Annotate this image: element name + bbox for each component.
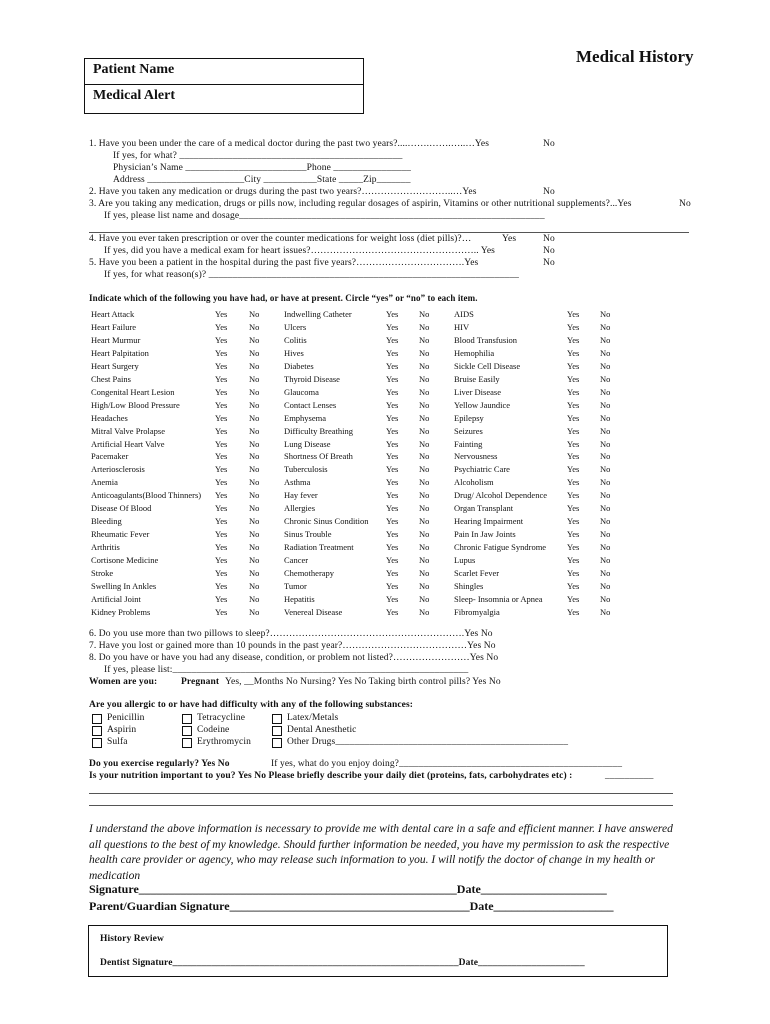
condition-no-option[interactable]: No: [249, 529, 260, 540]
allergy-checkbox[interactable]: [92, 726, 102, 736]
condition-yes-option[interactable]: Yes: [386, 360, 399, 371]
nutrition-question: Is your nutrition important to you? Yes No Please briefly describe your daily diet (proteins, fats, carbohydrates etc) :: [89, 771, 573, 781]
condition-label: Shortness Of Breath: [284, 451, 353, 462]
condition-label: Anticoagulants(Blood Thinners): [91, 490, 202, 501]
condition-no-option[interactable]: No: [249, 425, 260, 436]
condition-label: Hives: [284, 347, 304, 358]
condition-no-option[interactable]: No: [600, 555, 611, 566]
question-1-no[interactable]: No: [543, 139, 555, 149]
condition-no-option[interactable]: No: [249, 373, 260, 384]
condition-no-option[interactable]: No: [600, 360, 611, 371]
nutrition-line[interactable]: __________: [605, 771, 654, 781]
condition-no-option[interactable]: No: [419, 451, 430, 462]
condition-label: Seizures: [454, 425, 483, 436]
condition-label: Contact Lenses: [284, 399, 337, 410]
allergy-label: Dental Anesthetic: [287, 725, 357, 735]
condition-yes-option[interactable]: Yes: [386, 555, 399, 566]
condition-yes-option[interactable]: Yes: [386, 568, 399, 578]
dentist-signature-line[interactable]: Dentist Signature___________________________________________________________Date______________________: [100, 958, 585, 968]
condition-label: Asthma: [284, 477, 311, 488]
condition-label: Indwelling Catheter: [284, 309, 352, 319]
condition-label: Heart Surgery: [91, 360, 139, 371]
condition-no-option[interactable]: No: [249, 568, 260, 578]
condition-no-option[interactable]: No: [419, 321, 430, 332]
condition-label: Allergies: [284, 503, 316, 514]
condition-label: Chest Pains: [91, 373, 131, 384]
question-3: 3. Are you taking any medication, drugs or pills now, including regular dosages of aspirin, Vitamins or other nutritional supplements?...Yes: [89, 199, 632, 209]
condition-yes-option[interactable]: Yes: [215, 438, 228, 449]
allergy-label: Latex/Metals: [287, 713, 339, 723]
condition-label: Swelling In Ankles: [91, 580, 157, 591]
condition-label: Alcoholism: [454, 477, 494, 488]
allergy-checkbox[interactable]: [182, 726, 192, 736]
condition-yes-option[interactable]: Yes: [567, 568, 580, 578]
condition-no-option[interactable]: No: [600, 464, 611, 475]
question-1-what[interactable]: If yes, for what? ______________________________________________: [113, 151, 403, 161]
condition-yes-option[interactable]: Yes: [567, 606, 580, 617]
question-5-reason[interactable]: If yes, for what reason(s)? ________________________________________________________________: [104, 270, 520, 280]
history-review-box: [88, 925, 668, 977]
guardian-signature-line[interactable]: Parent/Guardian Signature________________________________________Date____________________: [89, 899, 614, 913]
condition-label: Emphysema: [284, 412, 327, 423]
condition-yes-option[interactable]: Yes: [567, 309, 580, 319]
question-3-list[interactable]: If yes, please list name and dosage_______________________________________________________________: [104, 211, 545, 221]
condition-no-option[interactable]: No: [600, 438, 611, 449]
condition-label: Epilepsy: [454, 412, 484, 423]
allergy-checkbox[interactable]: [92, 714, 102, 724]
condition-no-option[interactable]: No: [600, 425, 611, 436]
question-5: 5. Have you been a patient in the hospital during the past five years?…………………………….Yes: [89, 258, 479, 268]
condition-no-option[interactable]: No: [419, 516, 430, 527]
condition-yes-option[interactable]: Yes: [567, 464, 580, 475]
condition-yes-option[interactable]: Yes: [386, 386, 399, 397]
condition-label: Sleep- Insomnia or Apnea: [454, 593, 543, 604]
condition-yes-option[interactable]: Yes: [215, 386, 228, 397]
women-label: Women are you:: [89, 677, 158, 687]
condition-yes-option[interactable]: Yes: [215, 529, 228, 540]
condition-label: Artificial Joint: [91, 593, 141, 604]
allergy-checkbox[interactable]: [92, 738, 102, 748]
condition-yes-option[interactable]: Yes: [567, 347, 580, 358]
condition-yes-option[interactable]: Yes: [215, 568, 228, 578]
condition-yes-option[interactable]: Yes: [567, 438, 580, 449]
condition-yes-option[interactable]: Yes: [215, 555, 228, 566]
condition-label: Rheumatic Fever: [91, 529, 150, 540]
condition-yes-option[interactable]: Yes: [386, 321, 399, 332]
condition-yes-option[interactable]: Yes: [567, 503, 580, 514]
condition-no-option[interactable]: No: [419, 529, 430, 540]
condition-no-option[interactable]: No: [600, 503, 611, 514]
condition-no-option[interactable]: No: [249, 321, 260, 332]
condition-no-option[interactable]: No: [419, 360, 430, 371]
allergy-label: Other Drugs________________________________________________: [287, 737, 569, 747]
condition-no-option[interactable]: No: [600, 309, 611, 319]
condition-no-option[interactable]: No: [600, 321, 611, 332]
condition-no-option[interactable]: No: [600, 412, 611, 423]
condition-label: Liver Disease: [454, 386, 501, 397]
condition-label: Chemotherapy: [284, 568, 335, 578]
condition-yes-option[interactable]: Yes: [567, 542, 580, 553]
condition-yes-option[interactable]: Yes: [567, 373, 580, 384]
allergy-checkbox[interactable]: [272, 714, 282, 724]
condition-label: Chronic Sinus Condition: [284, 516, 369, 527]
condition-yes-option[interactable]: Yes: [215, 542, 228, 553]
patient-header-box: [84, 58, 364, 114]
condition-label: AIDS: [454, 309, 474, 319]
history-review-title: History Review: [100, 934, 164, 944]
condition-yes-option[interactable]: Yes: [215, 503, 228, 514]
condition-yes-option[interactable]: Yes: [567, 516, 580, 527]
condition-yes-option[interactable]: Yes: [215, 334, 228, 345]
allergy-checkbox[interactable]: [182, 738, 192, 748]
condition-yes-option[interactable]: Yes: [567, 412, 580, 423]
condition-no-option[interactable]: No: [600, 593, 611, 604]
condition-label: Lupus: [454, 555, 476, 566]
diet-line-2[interactable]: [89, 805, 673, 806]
condition-no-option[interactable]: No: [600, 399, 611, 410]
condition-yes-option[interactable]: Yes: [215, 490, 228, 501]
condition-label: Artificial Heart Valve: [91, 438, 165, 449]
condition-label: Cortisone Medicine: [91, 555, 159, 566]
condition-no-option[interactable]: No: [249, 309, 260, 319]
condition-label: Fainting: [454, 438, 483, 449]
question-4-exam-no[interactable]: No: [543, 246, 555, 256]
condition-yes-option[interactable]: Yes: [215, 309, 228, 319]
condition-yes-option[interactable]: Yes: [567, 555, 580, 566]
condition-yes-option[interactable]: Yes: [386, 399, 399, 410]
page-title: Medical History: [576, 47, 694, 66]
question-6: 6. Do you use more than two pillows to sleep?…………………………………………………….Yes No: [89, 629, 493, 639]
condition-no-option[interactable]: No: [419, 477, 430, 488]
condition-label: Venereal Disease: [284, 606, 343, 617]
condition-label: High/Low Blood Pressure: [91, 399, 180, 410]
medical-alert-field[interactable]: Medical Alert: [93, 88, 176, 103]
condition-yes-option[interactable]: Yes: [386, 438, 399, 449]
condition-yes-option[interactable]: Yes: [215, 516, 228, 527]
allergy-checkbox[interactable]: [182, 714, 192, 724]
condition-label: Radiation Treatment: [284, 542, 354, 553]
condition-no-option[interactable]: No: [600, 373, 611, 384]
condition-yes-option[interactable]: Yes: [386, 503, 399, 514]
condition-label: Hemophilia: [454, 347, 495, 358]
condition-no-option[interactable]: No: [600, 516, 611, 527]
condition-yes-option[interactable]: Yes: [215, 373, 228, 384]
condition-label: Tumor: [284, 580, 307, 591]
condition-label: Heart Failure: [91, 321, 137, 332]
condition-yes-option[interactable]: Yes: [567, 529, 580, 540]
condition-no-option[interactable]: No: [419, 490, 430, 501]
question-2: 2. Have you taken any medication or drugs during the past two years?………………………..…Yes: [89, 187, 477, 197]
condition-label: Sinus Trouble: [284, 529, 332, 540]
condition-no-option[interactable]: No: [600, 568, 611, 578]
condition-no-option[interactable]: No: [600, 451, 611, 462]
condition-no-option[interactable]: No: [600, 490, 611, 501]
condition-no-option[interactable]: No: [600, 347, 611, 358]
condition-label: Hay fever: [284, 490, 318, 501]
condition-label: Cancer: [284, 555, 309, 566]
condition-yes-option[interactable]: Yes: [215, 321, 228, 332]
condition-no-option[interactable]: No: [249, 464, 260, 475]
condition-label: Heart Attack: [91, 309, 135, 319]
condition-no-option[interactable]: No: [249, 490, 260, 501]
condition-no-option[interactable]: No: [600, 542, 611, 553]
condition-label: Pain In Jaw Joints: [454, 529, 516, 540]
condition-no-option[interactable]: No: [600, 477, 611, 488]
condition-yes-option[interactable]: Yes: [215, 360, 228, 371]
women-options[interactable]: Yes, __Months No Nursing? Yes No Taking birth control pills? Yes No: [225, 677, 501, 687]
condition-yes-option[interactable]: Yes: [567, 399, 580, 410]
condition-yes-option[interactable]: Yes: [567, 580, 580, 591]
condition-label: Difficulty Breathing: [284, 425, 354, 436]
allergy-checkbox[interactable]: [272, 726, 282, 736]
allergy-label: Penicillin: [107, 713, 145, 723]
condition-label: Glaucoma: [284, 386, 319, 397]
condition-yes-option[interactable]: Yes: [567, 321, 580, 332]
condition-label: Anemia: [91, 477, 118, 488]
condition-label: Tuberculosis: [284, 464, 328, 475]
condition-no-option[interactable]: No: [419, 606, 430, 617]
condition-no-option[interactable]: No: [419, 425, 430, 436]
conditions-heading: Indicate which of the following you have had, or have at present. Circle “yes” or “no” to each item.: [89, 293, 478, 303]
condition-yes-option[interactable]: Yes: [386, 477, 399, 488]
condition-no-option[interactable]: No: [419, 373, 430, 384]
condition-label: Hepatitis: [284, 593, 315, 604]
condition-yes-option[interactable]: Yes: [215, 412, 228, 423]
condition-yes-option[interactable]: Yes: [386, 451, 399, 462]
condition-label: Stroke: [91, 568, 114, 578]
condition-no-option[interactable]: No: [419, 412, 430, 423]
condition-yes-option[interactable]: Yes: [215, 425, 228, 436]
allergy-label: Erythromycin: [197, 737, 251, 747]
condition-no-option[interactable]: No: [249, 334, 260, 345]
condition-yes-option[interactable]: Yes: [386, 580, 399, 591]
condition-no-option[interactable]: No: [249, 399, 260, 410]
condition-no-option[interactable]: No: [419, 334, 430, 345]
condition-label: Bleeding: [91, 516, 122, 527]
condition-yes-option[interactable]: Yes: [386, 529, 399, 540]
condition-no-option[interactable]: No: [249, 580, 260, 591]
condition-label: Lung Disease: [284, 438, 331, 449]
condition-yes-option[interactable]: Yes: [215, 451, 228, 462]
allergy-heading: Are you allergic to or have had difficulty with any of the following substances:: [89, 700, 414, 710]
condition-no-option[interactable]: No: [249, 503, 260, 514]
condition-yes-option[interactable]: Yes: [386, 309, 399, 319]
condition-no-option[interactable]: No: [249, 438, 260, 449]
condition-label: Psychiatric Care: [454, 464, 510, 475]
condition-label: Sickle Cell Disease: [454, 360, 521, 371]
condition-no-option[interactable]: No: [249, 555, 260, 566]
divider: [89, 232, 689, 233]
patient-name-field[interactable]: Patient Name: [85, 59, 363, 85]
condition-label: Yellow Jaundice: [454, 399, 511, 410]
condition-no-option[interactable]: No: [419, 593, 430, 604]
condition-yes-option[interactable]: Yes: [386, 425, 399, 436]
condition-yes-option[interactable]: Yes: [567, 386, 580, 397]
condition-no-option[interactable]: No: [600, 386, 611, 397]
condition-yes-option[interactable]: Yes: [386, 542, 399, 553]
condition-no-option[interactable]: No: [419, 386, 430, 397]
exercise-detail[interactable]: If yes, what do you enjoy doing?______________________________________________: [271, 759, 623, 769]
condition-yes-option[interactable]: Yes: [386, 516, 399, 527]
condition-yes-option[interactable]: Yes: [386, 490, 399, 501]
condition-no-option[interactable]: No: [249, 477, 260, 488]
condition-label: Disease Of Blood: [91, 503, 152, 514]
condition-label: Thyroid Disease: [284, 373, 340, 384]
condition-yes-option[interactable]: Yes: [567, 490, 580, 501]
question-5-no[interactable]: No: [543, 258, 555, 268]
condition-no-option[interactable]: No: [419, 555, 430, 566]
condition-label: Scarlet Fever: [454, 568, 500, 578]
condition-no-option[interactable]: No: [249, 386, 260, 397]
condition-label: HIV: [454, 321, 470, 332]
exercise-question: Do you exercise regularly? Yes No: [89, 759, 230, 769]
condition-yes-option[interactable]: Yes: [215, 606, 228, 617]
condition-label: Nervousness: [454, 451, 498, 462]
question-1-address[interactable]: Address ____________________City ___________State _____Zip_______: [113, 175, 411, 185]
allergy-label: Aspirin: [107, 725, 137, 735]
condition-label: Diabetes: [284, 360, 314, 371]
allergy-label: Tetracycline: [197, 713, 246, 723]
allergy-label: Codeine: [197, 725, 230, 735]
condition-yes-option[interactable]: Yes: [567, 593, 580, 604]
condition-yes-option[interactable]: Yes: [215, 593, 228, 604]
condition-yes-option[interactable]: Yes: [567, 334, 580, 345]
condition-no-option[interactable]: No: [419, 438, 430, 449]
condition-yes-option[interactable]: Yes: [215, 399, 228, 410]
condition-no-option[interactable]: No: [419, 309, 430, 319]
condition-label: Shingles: [454, 580, 484, 591]
condition-label: Kidney Problems: [91, 606, 151, 617]
condition-yes-option[interactable]: Yes: [386, 373, 399, 384]
condition-label: Fibromyalgia: [454, 606, 500, 617]
condition-no-option[interactable]: No: [600, 334, 611, 345]
signature-line[interactable]: Signature_____________________________________________________Date_____________________: [89, 882, 607, 896]
condition-label: Arteriosclerosis: [91, 464, 145, 475]
question-8: 8. Do you have or have you had any disease, condition, or problem not listed?……………………Yes No: [89, 653, 499, 663]
question-2-no[interactable]: No: [543, 187, 555, 197]
condition-label: Blood Transfusion: [454, 334, 518, 345]
condition-label: Hearing Impairment: [454, 516, 524, 527]
condition-no-option[interactable]: No: [419, 347, 430, 358]
condition-no-option[interactable]: No: [419, 399, 430, 410]
condition-yes-option[interactable]: Yes: [215, 464, 228, 475]
condition-no-option[interactable]: No: [600, 529, 611, 540]
condition-yes-option[interactable]: Yes: [386, 347, 399, 358]
condition-no-option[interactable]: No: [419, 542, 430, 553]
condition-no-option[interactable]: No: [419, 503, 430, 514]
condition-no-option[interactable]: No: [249, 451, 260, 462]
diet-line-1[interactable]: [89, 793, 673, 794]
condition-label: Headaches: [91, 412, 128, 423]
condition-yes-option[interactable]: Yes: [386, 606, 399, 617]
condition-label: Drug/ Alcohol Dependence: [454, 490, 547, 501]
condition-no-option[interactable]: No: [419, 568, 430, 578]
condition-label: Heart Murmur: [91, 334, 141, 345]
condition-no-option[interactable]: No: [249, 606, 260, 617]
question-3-no[interactable]: No: [679, 199, 691, 209]
condition-no-option[interactable]: No: [249, 593, 260, 604]
allergy-checkbox[interactable]: [272, 738, 282, 748]
question-1-physician[interactable]: Physician’s Name _________________________Phone ________________: [113, 163, 411, 173]
condition-label: Heart Palpitation: [91, 347, 149, 358]
condition-label: Bruise Easily: [454, 373, 500, 384]
question-7: 7. Have you lost or gained more than 10 pounds in the past year?…………………………………Yes No: [89, 641, 496, 651]
condition-yes-option[interactable]: Yes: [567, 360, 580, 371]
condition-no-option[interactable]: No: [600, 606, 611, 617]
condition-label: Arthritis: [91, 542, 120, 553]
condition-no-option[interactable]: No: [249, 360, 260, 371]
question-1: 1. Have you been under the care of a medical doctor during the past two years?....…….…….…..…Yes: [89, 139, 490, 149]
condition-label: Mitral Valve Prolapse: [91, 425, 165, 436]
condition-label: Pacemaker: [91, 451, 129, 462]
condition-yes-option[interactable]: Yes: [215, 347, 228, 358]
condition-label: Ulcers: [284, 321, 307, 332]
question-4-no[interactable]: No: [543, 234, 555, 244]
condition-yes-option[interactable]: Yes: [567, 477, 580, 488]
condition-yes-option[interactable]: Yes: [567, 451, 580, 462]
condition-no-option[interactable]: No: [249, 516, 260, 527]
consent-statement: I understand the above information is necessary to provide me with dental care in a safe and efficient manner. I have answered all questions to the best of my knowledge. Should further information be needed, you have my permission to ask the respective health care provider or agency, who may release such information to you. I will notify the doctor of change in my health or medication: [89, 823, 673, 882]
question-4: 4. Have you ever taken prescription or over the counter medications for weight loss (diet pills)?…: [89, 234, 472, 244]
condition-no-option[interactable]: No: [419, 464, 430, 475]
condition-no-option[interactable]: No: [419, 580, 430, 591]
question-4-exam: If yes, did you have a medical exam for heart issues?…………………………………………….. Yes: [104, 246, 495, 256]
condition-yes-option[interactable]: Yes: [567, 425, 580, 436]
condition-yes-option[interactable]: Yes: [386, 412, 399, 423]
condition-label: Organ Transplant: [454, 503, 514, 514]
condition-no-option[interactable]: No: [600, 580, 611, 591]
condition-label: Chronic Fatigue Syndrome: [454, 542, 547, 553]
condition-yes-option[interactable]: Yes: [386, 593, 399, 604]
condition-no-option[interactable]: No: [249, 347, 260, 358]
condition-yes-option[interactable]: Yes: [215, 477, 228, 488]
pregnant-label: Pregnant: [181, 677, 220, 687]
question-4-yes[interactable]: Yes: [502, 234, 517, 244]
condition-no-option[interactable]: No: [249, 542, 260, 553]
condition-yes-option[interactable]: Yes: [386, 334, 399, 345]
condition-label: Congenital Heart Lesion: [91, 386, 175, 397]
condition-label: Colitis: [284, 334, 307, 345]
question-8-list[interactable]: If yes, please list:_____________________________________________________________: [104, 665, 469, 675]
allergy-label: Sulfa: [107, 737, 128, 747]
condition-no-option[interactable]: No: [249, 412, 260, 423]
condition-yes-option[interactable]: Yes: [386, 464, 399, 475]
condition-yes-option[interactable]: Yes: [215, 580, 228, 591]
